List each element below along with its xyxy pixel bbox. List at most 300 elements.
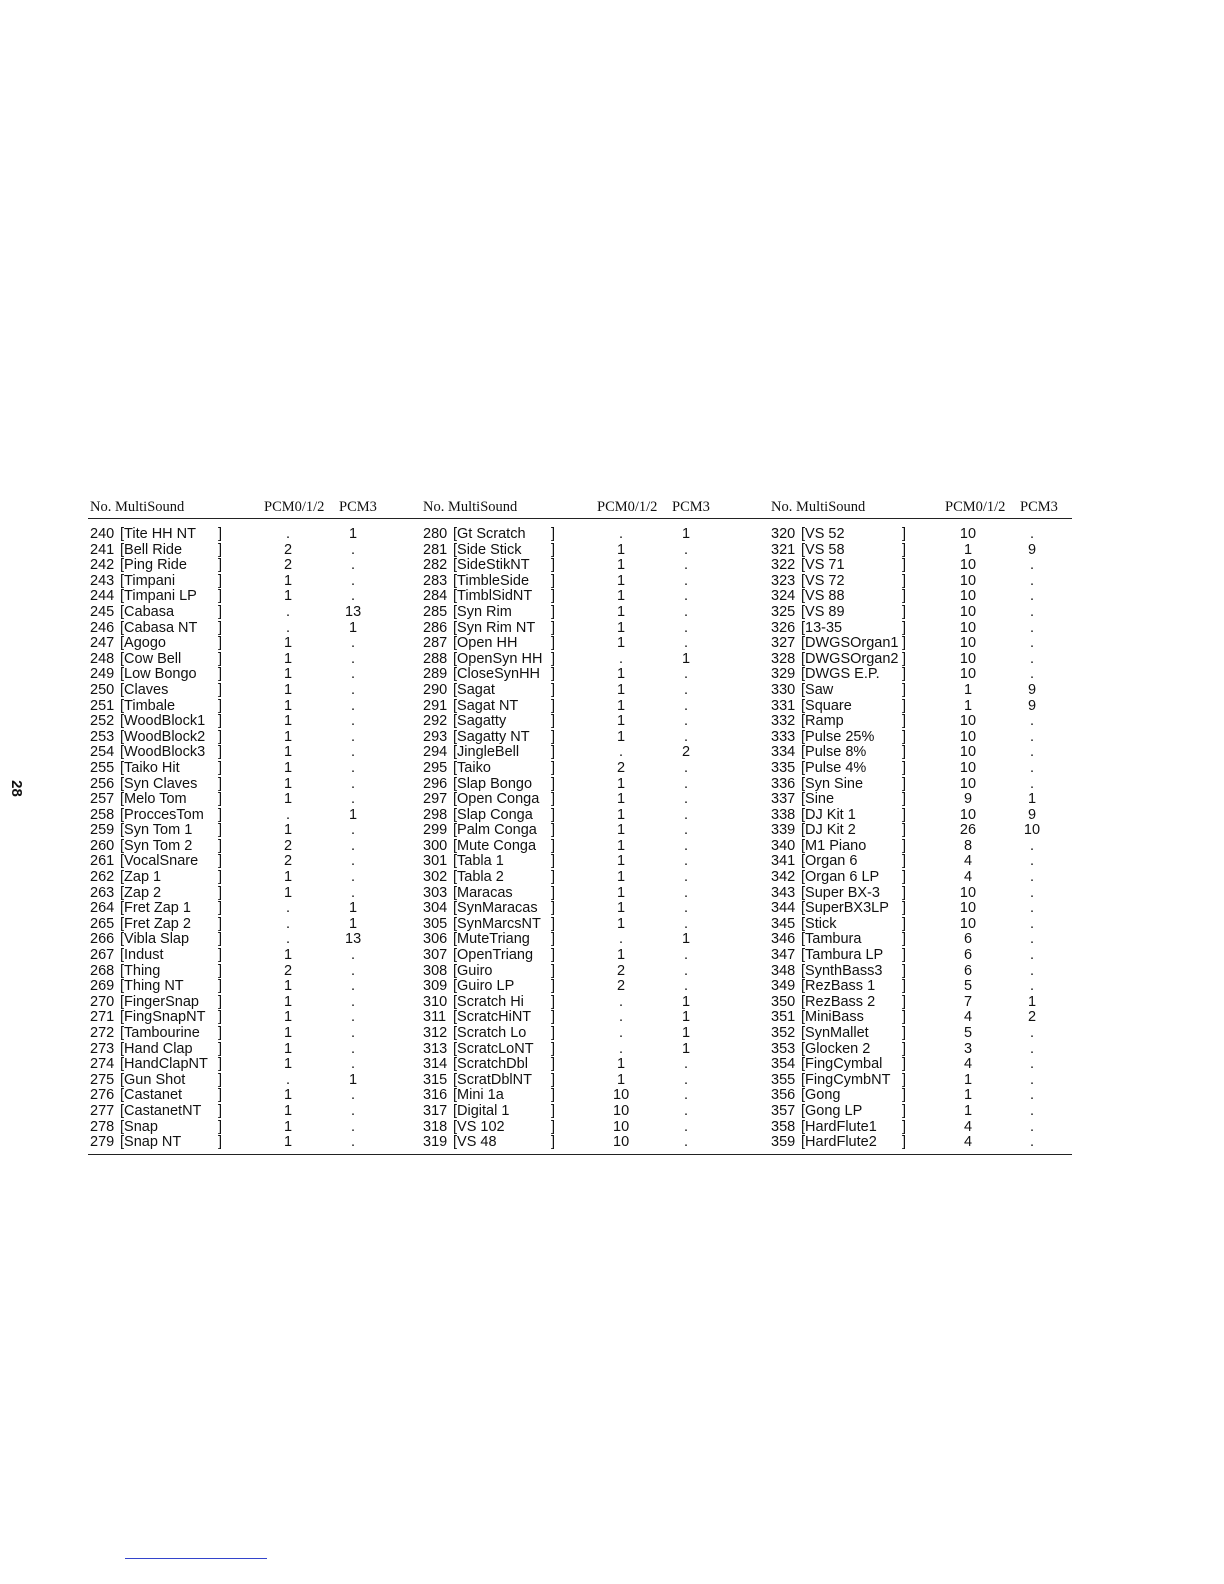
table-row [423,948,723,964]
pcm3-value: 1 [681,931,691,948]
pcm012-value: 1 [283,947,293,964]
pcm3-value: . [1029,869,1035,886]
table-row [771,667,1071,683]
table-row [90,605,390,621]
multisound-number: 344 [771,900,796,917]
name-bracket: ] [902,697,907,714]
pcm3-value: 1 [681,993,691,1010]
multisound-name: [TimbleSide [453,572,530,589]
multisound-number: 348 [771,962,796,979]
pcm3-value: . [350,728,356,745]
pcm3-value: . [683,869,689,886]
pcm3-value: . [683,791,689,808]
name-bracket: ] [902,572,907,589]
table-row [90,761,390,777]
table-row [771,636,1071,652]
pcm3-value: . [350,853,356,870]
table-row [423,792,723,808]
multisound-number: 351 [771,1009,796,1026]
pcm3-value: . [350,681,356,698]
pcm3-value: . [350,588,356,605]
multisound-name: [Agogo [120,635,166,652]
multisound-name: [VS 71 [801,557,845,574]
name-bracket: ] [902,650,907,667]
pcm3-value: . [350,759,356,776]
table-row [90,652,390,668]
name-bracket: ] [551,900,556,917]
name-bracket: ] [218,744,223,761]
pcm012-value: 1 [283,713,293,730]
multisound-name: [Stick [801,915,837,932]
name-bracket: ] [218,541,223,558]
pcm3-value: 1 [348,915,358,932]
multisound-name: [HardFlute1 [801,1118,877,1135]
pcm3-value: . [350,541,356,558]
pcm012-value: 1 [283,869,293,886]
multisound-number: 311 [423,1009,447,1026]
pcm012-value: . [285,806,291,823]
pcm012-value: 1 [283,697,293,714]
multisound-number: 298 [423,806,448,823]
multisound-number: 283 [423,572,448,589]
pcm3-value: 1 [681,1040,691,1057]
multisound-name: [Syn Tom 1 [120,822,193,839]
multisound-name: [DJ Kit 2 [801,822,856,839]
name-bracket: ] [551,915,556,932]
multisound-name: [CastanetNT [120,1102,202,1119]
multisound-number: 350 [771,993,796,1010]
table-row [90,808,390,824]
multisound-number: 347 [771,947,796,964]
pcm3-value: . [683,962,689,979]
multisound-number: 328 [771,650,796,667]
multisound-number: 312 [423,1025,448,1041]
multisound-name: [CloseSynHH [453,666,541,683]
pcm012-value: 1 [616,869,626,886]
pcm012-value: 1 [283,1009,293,1026]
pcm3-value: . [683,728,689,745]
table-row [771,761,1071,777]
pcm012-value: 3 [963,1040,973,1057]
multisound-name: [Thing NT [120,978,184,995]
table-row [423,886,723,902]
multisound-number: 336 [771,775,796,792]
table-row [771,1073,1071,1089]
pcm3-value: 1 [348,619,358,636]
multisound-number: 338 [771,806,796,823]
table-row [423,839,723,855]
name-bracket: ] [902,541,907,558]
multisound-name: [HardFlute2 [801,1134,877,1151]
pcm012-value: . [618,1009,624,1026]
multisound-name: [Cabasa [120,603,175,620]
multisound-name: [Claves [120,681,169,698]
multisound-name: [Tabla 1 [453,853,504,870]
pcm012-value: 2 [616,962,626,979]
name-bracket: ] [218,1087,223,1104]
table-header [423,490,723,518]
table-row [423,745,723,761]
pcm012-value: 1 [283,993,293,1010]
table-row [90,699,390,715]
pcm012-value: 1 [963,1071,973,1088]
multisound-number: 277 [90,1102,115,1119]
name-bracket: ] [218,837,223,854]
multisound-name: [Bell Ride [120,541,183,558]
name-bracket: ] [218,884,223,901]
multisound-name: [Ramp [801,713,844,730]
multisound-number: 300 [423,837,448,854]
multisound-name: [FingCymbNT [801,1071,891,1088]
multisound-number: 280 [423,526,448,542]
pcm3-value: . [683,1071,689,1088]
table-row [90,886,390,902]
pcm3-value: . [350,1025,356,1041]
multisound-number: 319 [423,1134,448,1151]
pcm3-value: . [683,806,689,823]
pcm012-value: 10 [959,588,977,605]
pcm012-value: . [285,915,291,932]
name-bracket: ] [218,791,223,808]
name-bracket: ] [902,993,907,1010]
pcm3-value: . [683,619,689,636]
table-row [90,823,390,839]
multisound-number: 332 [771,713,796,730]
table-row [90,995,390,1011]
multisound-name: [Maracas [453,884,513,901]
pcm012-value: 2 [283,962,293,979]
table-row [771,1010,1071,1026]
multisound-name: [WoodBlock2 [120,728,206,745]
table-header [771,490,1071,518]
name-bracket: ] [218,962,223,979]
multisound-name: [Digital 1 [453,1102,510,1119]
multisound-number: 291 [423,697,448,714]
multisound-number: 322 [771,557,796,574]
multisound-number: 329 [771,666,796,683]
multisound-number: 326 [771,619,796,636]
multisound-number: 262 [90,869,115,886]
name-bracket: ] [551,759,556,776]
pcm012-value: . [618,1040,624,1057]
multisound-name: [Castanet [120,1087,183,1104]
multisound-name: [Snap NT [120,1134,182,1151]
multisound-number: 292 [423,713,448,730]
pcm012-value: 6 [963,947,973,964]
table-row [423,683,723,699]
name-bracket: ] [551,1040,556,1057]
table-row [90,589,390,605]
pcm3-value: . [350,744,356,761]
pcm012-value: 5 [963,1025,973,1041]
name-bracket: ] [902,588,907,605]
name-bracket: ] [902,666,907,683]
table-header [90,490,390,518]
name-bracket: ] [218,775,223,792]
name-bracket: ] [902,1025,907,1041]
multisound-number: 305 [423,915,448,932]
multisound-number: 256 [90,775,115,792]
name-bracket: ] [551,635,556,652]
pcm3-value: . [1029,603,1035,620]
multisound-name: [VS 102 [453,1118,505,1135]
pcm3-value: 1 [681,650,691,667]
multisound-number: 353 [771,1040,796,1057]
name-bracket: ] [551,650,556,667]
multisound-name: [Sagat [453,681,495,698]
name-bracket: ] [551,931,556,948]
multisound-number: 357 [771,1102,796,1119]
multisound-number: 307 [423,947,448,964]
pcm012-value: 1 [963,697,973,714]
pcm3-value: . [683,635,689,652]
multisound-name: [Open Conga [453,791,540,808]
pcm3-value: . [350,822,356,839]
name-bracket: ] [551,978,556,995]
name-bracket: ] [551,713,556,730]
table-row [90,917,390,933]
pcm012-value: 6 [963,962,973,979]
table-row [423,1057,723,1073]
multisound-number: 274 [90,1056,115,1073]
pcm3-value: . [683,900,689,917]
multisound-number: 288 [423,650,448,667]
name-bracket: ] [902,978,907,995]
multisound-number: 251 [90,697,115,714]
multisound-name: [ScratDblNT [453,1071,532,1088]
multisound-name: [OpenSyn HH [453,650,543,667]
multisound-number: 273 [90,1040,115,1057]
pcm3-value: . [1029,853,1035,870]
name-bracket: ] [551,681,556,698]
pcm012-value: 10 [959,603,977,620]
table-row [771,1135,1071,1151]
pcm3-value: . [350,713,356,730]
name-bracket: ] [218,1009,223,1026]
pcm3-value: . [1029,884,1035,901]
name-bracket: ] [551,666,556,683]
pcm012-value: 2 [616,759,626,776]
pcm3-value: . [350,869,356,886]
pcm3-value: . [1029,1040,1035,1057]
pcm012-value: 2 [283,557,293,574]
name-bracket: ] [551,1118,556,1135]
multisound-name: [Zap 1 [120,869,162,886]
multisound-name: [VS 89 [801,603,845,620]
multisound-name: [Sagat NT [453,697,519,714]
pcm3-value: 1 [681,1009,691,1026]
pcm3-value: . [1029,978,1035,995]
multisound-number: 245 [90,603,115,620]
table-row [90,667,390,683]
pcm3-value: . [350,993,356,1010]
pcm3-value: . [1029,947,1035,964]
name-bracket: ] [902,915,907,932]
multisound-number: 275 [90,1071,115,1088]
pcm3-value: . [350,1040,356,1057]
header-pcm012: PCM0/1/2 [945,499,1006,515]
pcm3-value: . [1029,962,1035,979]
pcm012-value: 1 [616,1071,626,1088]
table-row [423,527,723,543]
table-row [423,964,723,980]
multisound-number: 290 [423,681,448,698]
pcm012-value: 1 [616,791,626,808]
pcm3-value: 1 [348,806,358,823]
table-row [423,1120,723,1136]
pcm012-value: 1 [283,681,293,698]
pcm3-value: . [1029,728,1035,745]
pcm012-value: . [618,650,624,667]
pcm3-value: . [1029,1056,1035,1073]
pcm3-value: . [683,713,689,730]
name-bracket: ] [551,526,556,542]
pcm012-value: 7 [963,993,973,1010]
pcm3-value: . [1029,744,1035,761]
pcm012-value: 4 [963,869,973,886]
table-row [423,808,723,824]
name-bracket: ] [902,791,907,808]
name-bracket: ] [218,572,223,589]
name-bracket: ] [902,869,907,886]
multisound-number: 323 [771,572,796,589]
multisound-number: 299 [423,822,448,839]
table-row [90,1057,390,1073]
multisound-number: 358 [771,1118,796,1135]
multisound-name: [Vibla Slap [120,931,190,948]
pcm012-value: 1 [283,666,293,683]
name-bracket: ] [902,775,907,792]
pcm012-value: 1 [616,947,626,964]
pcm012-value: 1 [616,588,626,605]
multisound-name: [Side Stick [453,541,522,558]
pcm3-value: . [683,1102,689,1119]
name-bracket: ] [902,900,907,917]
multisound-name: [JingleBell [453,744,520,761]
pcm3-value: . [350,650,356,667]
multisound-name: [MuteTriang [453,931,530,948]
pcm3-value: . [683,666,689,683]
table-row [423,730,723,746]
name-bracket: ] [218,526,223,542]
name-bracket: ] [551,806,556,823]
multisound-number: 334 [771,744,796,761]
table-row [423,589,723,605]
pcm012-value: 4 [963,853,973,870]
multisound-name: [Gun Shot [120,1071,186,1088]
multisound-number: 289 [423,666,448,683]
pcm3-value: 1 [1027,791,1037,808]
multisound-name: [Gong LP [801,1102,863,1119]
pcm3-value: . [683,1134,689,1151]
pcm3-value: . [1029,931,1035,948]
name-bracket: ] [551,1134,556,1151]
pcm3-value: . [350,1056,356,1073]
name-bracket: ] [551,853,556,870]
name-bracket: ] [902,1102,907,1119]
name-bracket: ] [551,744,556,761]
name-bracket: ] [218,1056,223,1073]
pcm3-value: . [683,884,689,901]
pcm3-value: . [1029,837,1035,854]
pcm012-value: 10 [613,1118,630,1135]
pcm012-value: 1 [616,822,626,839]
pcm3-value: . [350,557,356,574]
multisound-number: 250 [90,681,115,698]
header-no-multisound: No. MultiSound [90,499,185,515]
table-row [423,699,723,715]
pcm3-value: 13 [345,931,362,948]
multisound-name: [RezBass 1 [801,978,876,995]
multisound-number: 294 [423,744,448,761]
name-bracket: ] [218,1040,223,1057]
name-bracket: ] [218,915,223,932]
pcm012-value: 1 [283,791,293,808]
table-row [90,854,390,870]
multisound-name: [DWGSOrgan1 [801,635,899,652]
name-bracket: ] [218,681,223,698]
name-bracket: ] [218,697,223,714]
name-bracket: ] [551,1056,556,1073]
multisound-name: [Zap 2 [120,884,162,901]
pcm3-value: . [1029,557,1035,574]
multisound-name: [Tabla 2 [453,869,504,886]
pcm012-value: 1 [963,681,973,698]
multisound-number: 249 [90,666,115,683]
table-row [771,1120,1071,1136]
name-bracket: ] [902,1040,907,1057]
table-row [423,917,723,933]
multisound-number: 304 [423,900,448,917]
name-bracket: ] [551,884,556,901]
pcm012-value: 1 [616,806,626,823]
name-bracket: ] [551,837,556,854]
pcm012-value: 1 [283,1025,293,1041]
pcm012-value: 10 [959,650,977,667]
pcm012-value: 2 [616,978,626,995]
table-row [90,558,390,574]
multisound-name: [Indust [120,947,164,964]
name-bracket: ] [902,1009,907,1026]
multisound-name: [WoodBlock3 [120,744,206,761]
table-row [90,1026,390,1042]
pcm012-value: 10 [959,759,977,776]
bottom-rule [88,1154,1072,1155]
name-bracket: ] [218,1071,223,1088]
pcm3-value: . [1029,1134,1035,1151]
pcm3-value: . [683,697,689,714]
name-bracket: ] [551,1102,556,1119]
multisound-name: [Scratch Lo [453,1025,527,1041]
multisound-number: 327 [771,635,796,652]
table-row [771,870,1071,886]
pcm3-value: . [350,572,356,589]
name-bracket: ] [218,728,223,745]
pcm012-value: 1 [283,1102,293,1119]
pcm3-value: . [683,557,689,574]
multisound-number: 271 [90,1009,115,1026]
multisound-number: 281 [423,541,448,558]
table-row [771,1026,1071,1042]
pcm012-value: 1 [616,572,626,589]
table-row [90,932,390,948]
multisound-number: 325 [771,603,796,620]
pcm012-value: . [285,603,291,620]
name-bracket: ] [218,588,223,605]
multisound-name: [Gt Scratch [453,526,526,542]
multisound-name: [SuperBX3LP [801,900,889,917]
pcm3-value: 1 [348,900,358,917]
